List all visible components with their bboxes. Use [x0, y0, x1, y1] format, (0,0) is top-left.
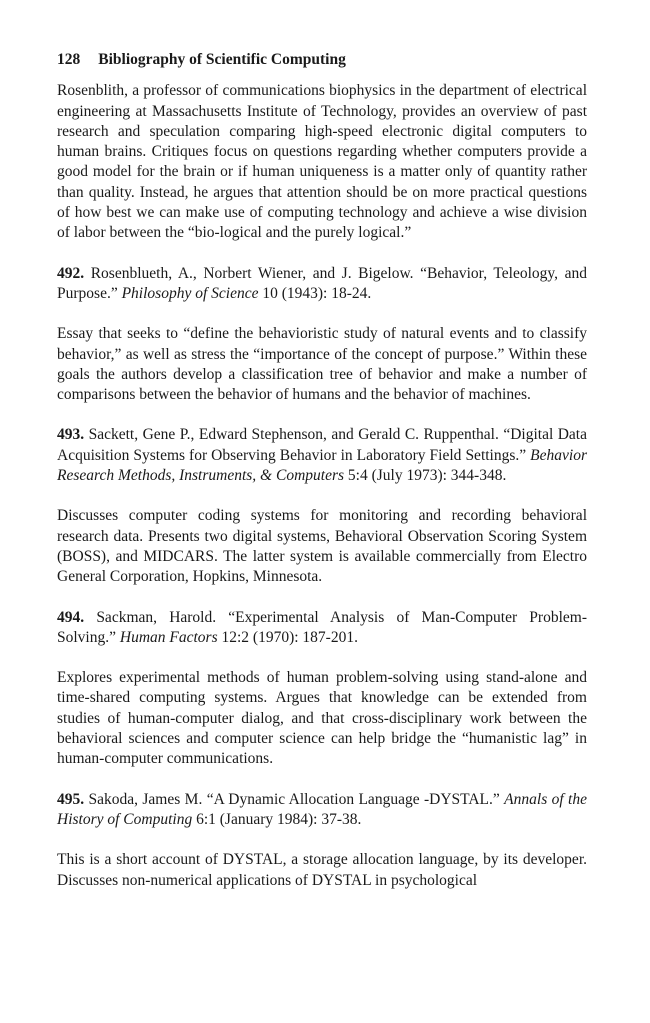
- running-head-title: Bibliography of Scientific Computing: [98, 51, 346, 68]
- entry-number: 494.: [57, 608, 85, 626]
- citation-volume: 6:1 (January 1984): 37-38.: [192, 810, 362, 828]
- annotation-paragraph: Discusses computer coding systems for monitoring and recording behavioral research data. Presents two digital systems, Behavioral Observation Scoring System (BOSS), and MIDCARS. The latter system is available commercially from Electro General Corporation, Hopkins, Minnesota.: [57, 507, 587, 586]
- citation-entry-493: [57, 425, 587, 486]
- citation-volume: 10 (1943): 18-24.: [258, 284, 372, 302]
- citation-entry-494: [57, 608, 587, 649]
- citation-entry-492: [57, 264, 587, 305]
- entry-number: 493.: [57, 426, 85, 444]
- annotation-paragraph: This is a short account of DYSTAL, a storage allocation language, by its developer. Discusses non-numerical applications of DYSTAL in psychological: [57, 851, 587, 889]
- citation-authors-title: Rosenblueth, A., Norbert Wiener, and J. Bigelow. “Behavior, Teleology, and Purpose.”: [57, 264, 587, 302]
- annotation-paragraph: Essay that seeks to “define the behavioristic study of natural events and to classify behavior,” as well as stress the “importance of the concept of purpose.” Within these goals the authors develop a classification tree of behavior and make a number of comparisons between the behavior of humans and the behavior of machines.: [57, 325, 587, 404]
- citation-authors-title: Sackman, Harold. “Experimental Analysis of Man-Computer Problem-Solving.”: [57, 608, 587, 646]
- citation-entry-495: [57, 790, 587, 831]
- citation-journal: Behavior Research Methods, Instruments, & Computers: [57, 446, 587, 485]
- citation-journal: Annals of the History of Computing: [57, 790, 587, 828]
- citation-volume: 12:2 (1970): 187-201.: [217, 628, 358, 646]
- annotation-paragraph: Explores experimental methods of human problem-solving using stand-alone and time-shared computing systems. Argues that knowledge can be extended from studies of human-computer dialog, and that cross-disciplinary work between the behavioral sciences and computer science can help bridge the “humanistic lag” in human-computer communications.: [57, 669, 587, 768]
- running-head: [57, 50, 587, 70]
- annotation-paragraph: Rosenblith, a professor of communications biophysics in the department of electrical engineering at Massachusetts Institute of Technology, provides an overview of past research and speculation comparing high-speed electronic digital computers to human brains. Critiques focus on questions regarding whether computers provide a good model for the brain or if human uniqueness is a matter only of quantity rather than quality. Instead, he argues that attention should be on more practical questions of how best we can make use of computing technology and achieve a wise division of labor between the “bio-logical and the purely logical.”: [57, 82, 587, 242]
- citation-journal: Philosophy of Science: [121, 284, 259, 302]
- citation-volume: 5:4 (July 1973): 344-348.: [344, 467, 507, 485]
- book-page: [57, 50, 587, 911]
- page-number: 128: [57, 51, 81, 68]
- entry-number: 492.: [57, 264, 85, 282]
- citation-authors-title: Sackett, Gene P., Edward Stephenson, and Gerald C. Ruppenthal. “Digital Data Acquisition Systems for Observing Behavior in Laboratory Field Settings.”: [57, 426, 587, 464]
- entry-number: 495.: [57, 790, 85, 808]
- citation-journal: Human Factors: [119, 628, 218, 646]
- citation-authors-title: Sakoda, James M. “A Dynamic Allocation Language -DYSTAL.”: [84, 790, 505, 808]
